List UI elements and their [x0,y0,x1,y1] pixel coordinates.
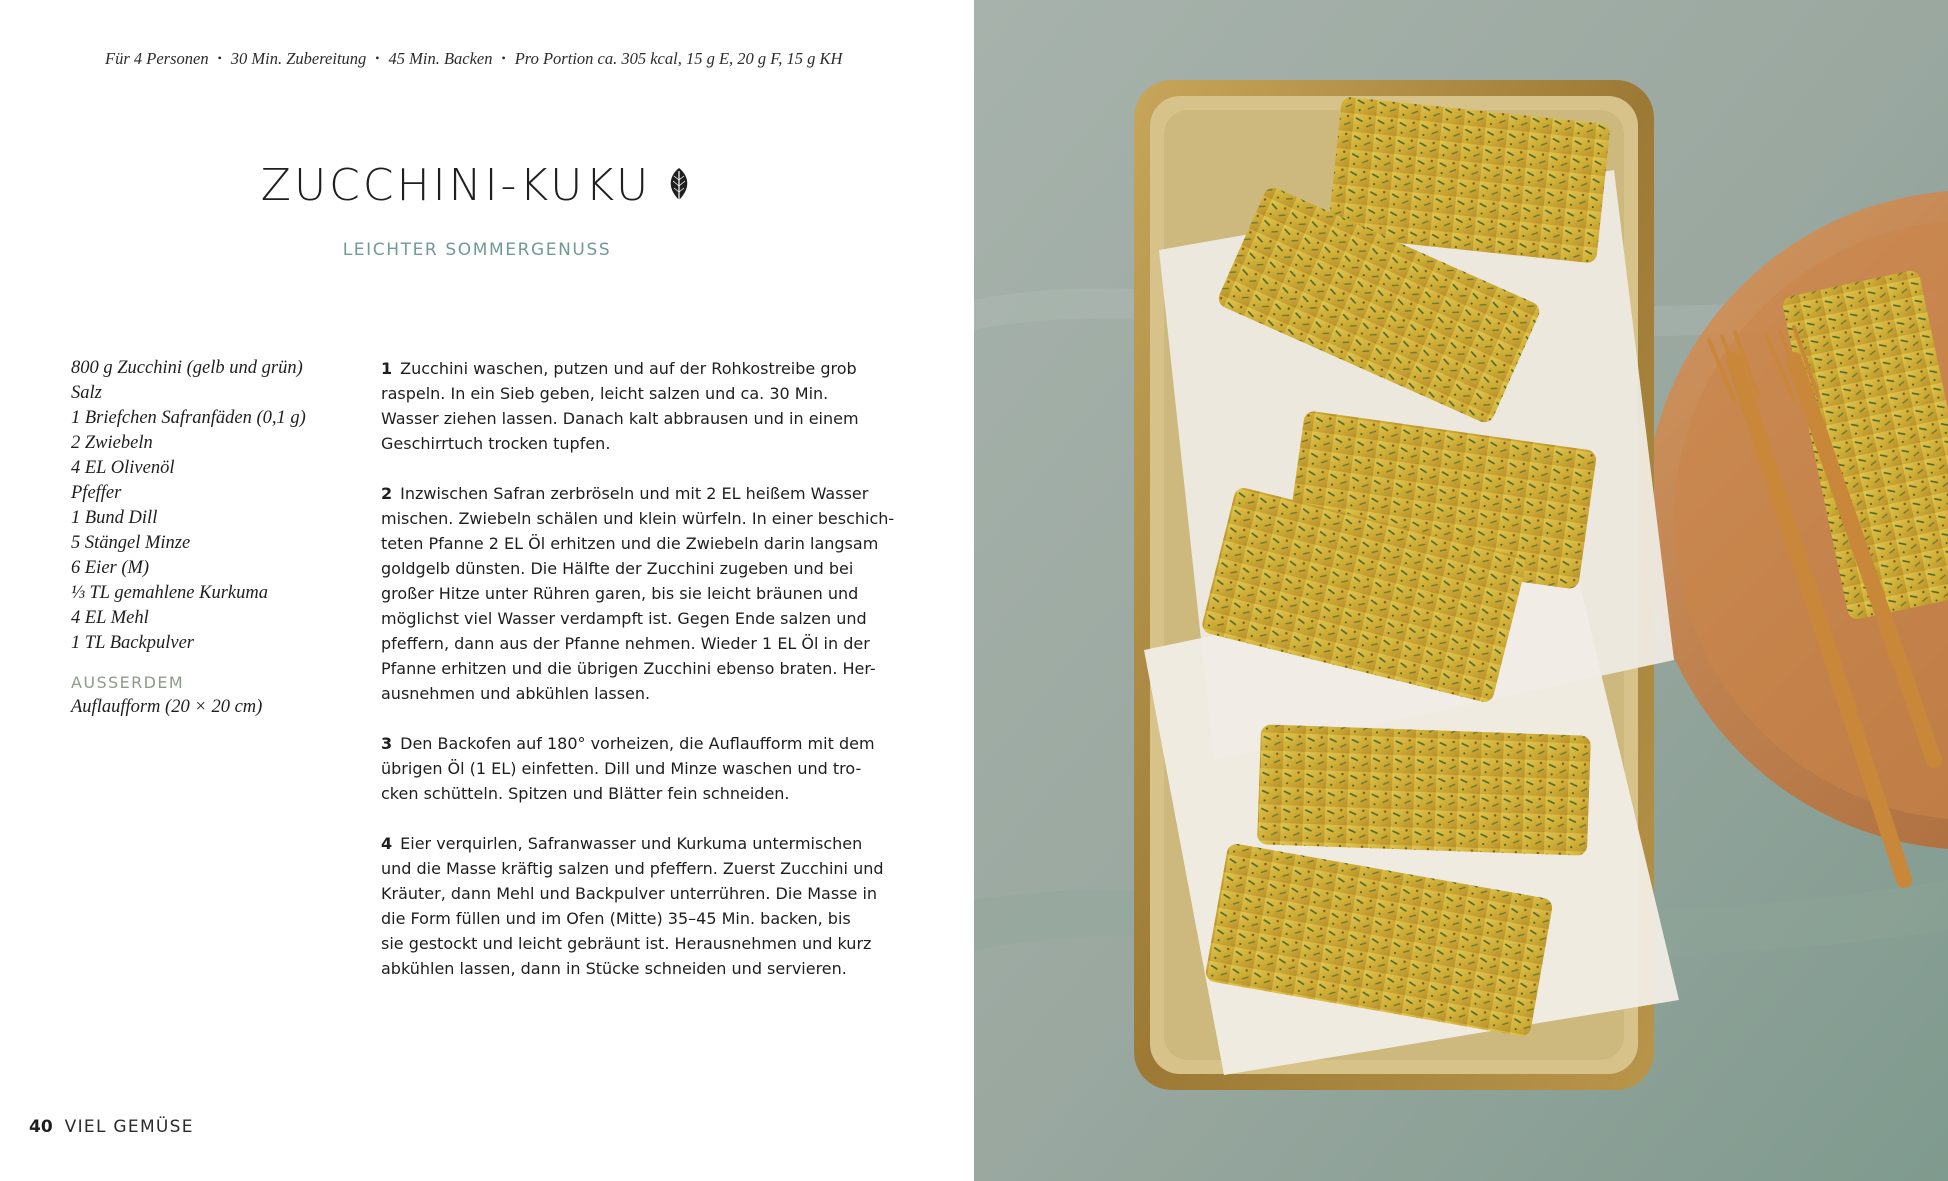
step-line: Kräuter, dann Mehl und Backpulver unterrühren. Die Masse in [381,884,878,903]
ingredient-list [71,356,371,720]
extra-item: Auflaufform (20 × 20 cm) [71,697,263,717]
page-footer [29,1117,194,1137]
step-number: 3 [381,734,393,753]
ingredient-item: 4 EL Mehl [71,608,149,628]
title-block [0,160,954,211]
leaf-icon [665,166,693,206]
step-line: abkühlen lassen, dann in Stücke schneiden und servieren. [381,959,847,978]
step-line: Inzwischen Safran zerbröseln und mit 2 EL heißem Wasser [400,484,869,503]
step-line: raspeln. In ein Sieb geben, leicht salzen und ca. 30 Min. [381,384,829,403]
instruction-step-4 [381,831,901,981]
recipe-title: ZUCCHINI-KUKU [260,160,652,211]
step-line: möglichst viel Wasser verdampft ist. Gegen Ende salzen und [381,609,867,628]
step-line: die Form füllen und im Ofen (Mitte) 35–45 Min. backen, bis [381,909,851,928]
step-line: Wasser ziehen lassen. Danach kalt abbrausen und in einem [381,409,859,428]
step-line: großer Hitze unter Rühren garen, bis sie leicht bräunen und [381,584,859,603]
page-number: 40 [29,1117,53,1137]
step-line: übrigen Öl (1 EL) einfetten. Dill und Minze waschen und tro- [381,759,862,778]
step-line: Zucchini waschen, putzen und auf der Rohkostreibe grob [400,359,857,378]
step-line: Pfanne erhitzen und die übrigen Zucchini ebenso braten. Her- [381,659,876,678]
step-line: ausnehmen und abkühlen lassen. [381,684,651,703]
ingredient-item: 800 g Zucchini (gelb und grün) [71,358,303,378]
step-line: mischen. Zwiebeln schälen und klein würfeln. In einer beschich- [381,509,895,528]
food-photo-illustration [974,0,1948,1181]
step-number: 2 [381,484,393,503]
bake-time-text: 45 Min. Backen [388,49,493,68]
separator-dot: • [375,51,380,65]
step-line: teten Pfanne 2 EL Öl erhitzen und die Zwiebeln darin langsam [381,534,879,553]
servings-text: Für 4 Personen [105,49,209,68]
ingredient-item: 6 Eier (M) [71,558,150,578]
step-line: goldgelb dünsten. Die Hälfte der Zucchini zugeben und bei [381,559,854,578]
instruction-step-3 [381,731,901,806]
step-number: 4 [381,834,393,853]
step-number: 1 [381,359,393,378]
section-name: VIEL GEMÜSE [64,1117,194,1137]
step-line: Eier verquirlen, Safranwasser und Kurkuma untermischen [400,834,863,853]
separator-dot: • [217,51,222,65]
ingredient-item: Pfeffer [71,483,122,503]
ingredient-item: 4 EL Olivenöl [71,458,175,478]
step-line: sie gestockt und leicht gebräunt ist. Herausnehmen und kurz [381,934,872,953]
step-line: cken schütteln. Spitzen und Blätter fein schneiden. [381,784,790,803]
ingredient-item: ⅓ TL gemahlene Kurkuma [71,583,268,603]
instruction-step-1 [381,356,901,456]
instruction-step-2 [381,481,901,706]
ingredient-item: 1 Bund Dill [71,508,158,528]
step-line: pfeffern, dann aus der Pfanne nehmen. Wieder 1 EL Öl in der [381,634,870,653]
ingredient-item: 1 TL Backpulver [71,633,194,653]
nutrition-text: Pro Portion ca. 305 kcal, 15 g E, 20 g F, 15 g KH [514,49,843,68]
separator-dot: • [501,51,506,65]
prep-time-text: 30 Min. Zubereitung [230,49,367,68]
recipe-subtitle: LEICHTER SOMMERGENUSS [342,240,612,260]
food-photo [974,0,1948,1181]
recipe-meta-line [105,49,885,69]
step-line: und die Masse kräftig salzen und pfeffern. Zuerst Zucchini und [381,859,884,878]
ingredient-item: 2 Zwiebeln [71,433,153,453]
instruction-steps [381,356,901,1006]
ingredient-item: Salz [71,383,102,403]
ingredient-item: 1 Briefchen Safranfäden (0,1 g) [71,408,306,428]
extra-heading: AUSSERDEM [71,673,185,692]
step-line: Geschirrtuch trocken tupfen. [381,434,611,453]
step-line: Den Backofen auf 180° vorheizen, die Auflaufform mit dem [400,734,875,753]
ingredient-item: 5 Stängel Minze [71,533,191,553]
